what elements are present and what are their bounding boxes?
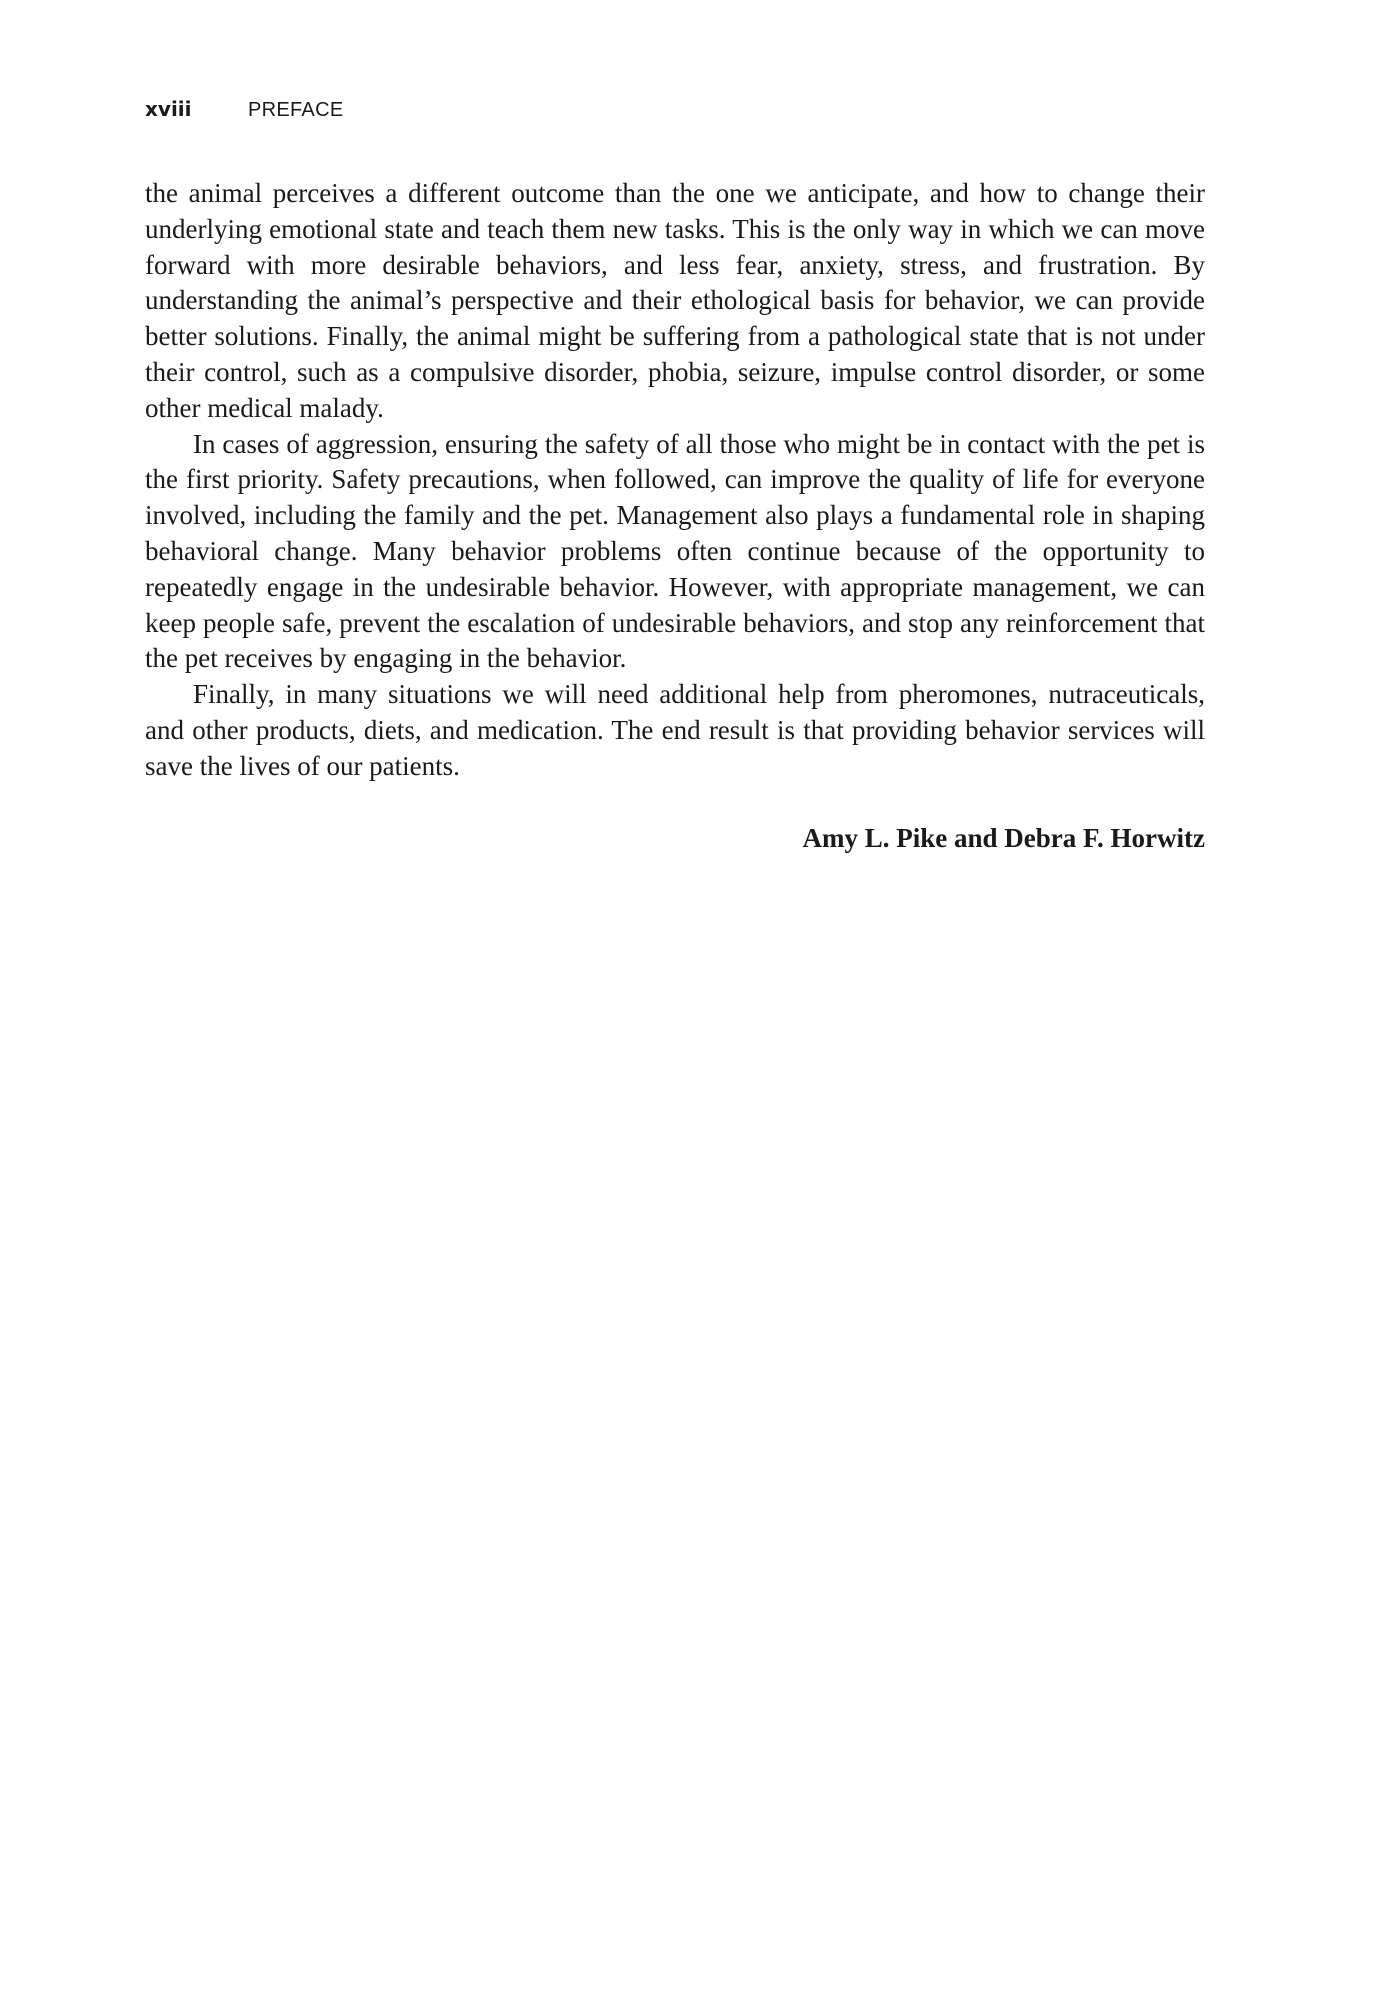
paragraph: Finally, in many situations we will need additional help from pheromones, nutraceuticals, and other products, diets, and medication. The end result is that providing behavior services will save the lives of our patients.: [145, 679, 1205, 781]
page-header: [145, 94, 1205, 124]
running-head: PREFACE: [248, 99, 344, 121]
body-text: [145, 176, 1205, 785]
author-signature: Amy L. Pike and Debra F. Horwitz: [802, 823, 1205, 853]
paragraph: the animal perceives a different outcome than the one we anticipate, and how to change their underlying emotional state and teach them new tasks. This is the only way in which we can move forward with more desirable behaviors, and less fear, anxiety, stress, and frustration. By understanding the animal’s perspective and their ethological basis for behavior, we can provide better solutions. Finally, the animal might be suffering from a pathological state that is not under their control, such as a compulsive disorder, phobia, seizure, impulse control disorder, or some other medical malady.: [145, 178, 1205, 423]
paragraph: In cases of aggression, ensuring the safety of all those who might be in contact with the pet is the first priority. Safety precautions, when followed, can improve the quality of life for everyone involved, including the family and the pet. Management also plays a fundamental role in shaping behavioral change. Many behavior problems often continue because of the opportunity to repeatedly engage in the undesirable behavior. However, with appropriate management, we can keep people safe, prevent the escalation of undesirable behaviors, and stop any reinforcement that the pet receives by engaging in the behavior.: [145, 428, 1205, 674]
page-number: xviii: [145, 97, 192, 121]
